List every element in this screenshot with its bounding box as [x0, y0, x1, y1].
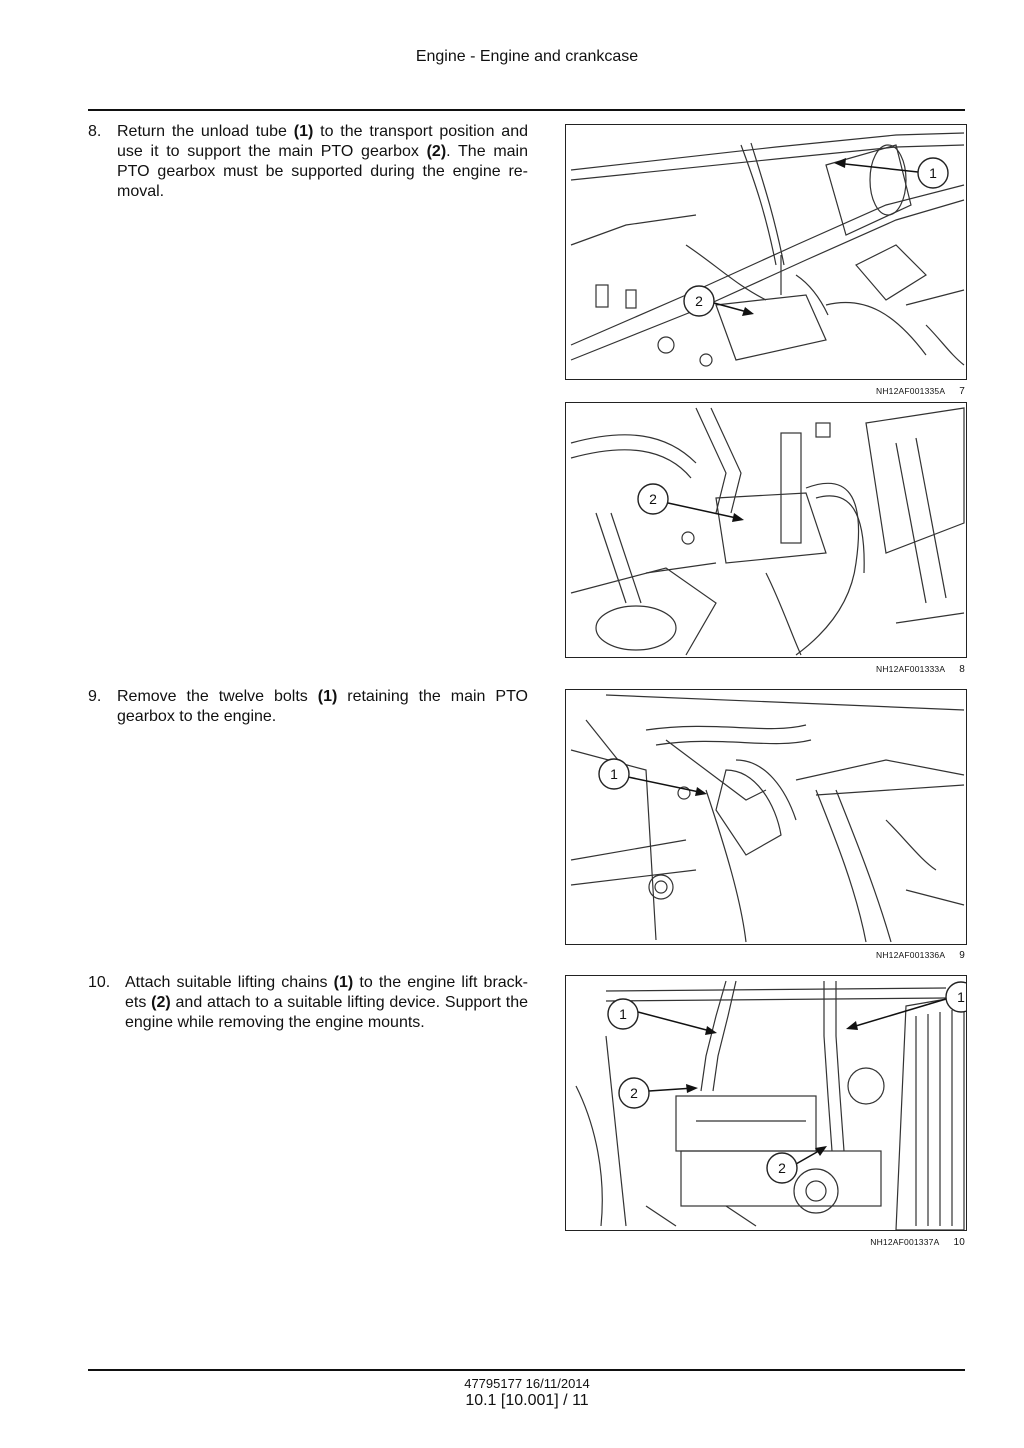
callout-1-left	[608, 999, 717, 1035]
figure-10-caption	[870, 1237, 965, 1248]
callout-1	[599, 759, 707, 796]
svg-text:1: 1	[610, 766, 618, 782]
callout-ref: (1)	[333, 974, 354, 991]
figure-code: NH12AF001336A	[876, 950, 946, 960]
figure-number: 7	[959, 386, 965, 397]
page-reference: 10.1 [10.001] / 11	[465, 1392, 589, 1409]
document-reference: 47795177 16/11/2014	[464, 1376, 590, 1391]
figure-7-illustration	[565, 124, 967, 380]
footer-rule	[88, 1369, 965, 1371]
pto-gearbox-drawing	[566, 403, 966, 657]
page-header-title: Engine - Engine and crankcase	[415, 48, 639, 65]
callout-ref: (2)	[426, 143, 447, 160]
step-8	[88, 122, 528, 202]
svg-text:2: 2	[695, 293, 703, 309]
callout-2-left	[619, 1078, 698, 1108]
step-text: Attach suitable lifting chains (1) to the engine lift brack-ets (2) and attach to a suitable lifting device. Support the engine while removing the engine mounts.	[125, 974, 529, 1031]
svg-text:1: 1	[957, 989, 965, 1005]
callout-1	[834, 158, 948, 188]
callout-ref: (1)	[293, 123, 314, 140]
svg-text:1: 1	[619, 1006, 627, 1022]
figure-code: NH12AF001335A	[876, 386, 946, 396]
figure-number: 8	[959, 664, 965, 675]
figure-7-caption	[876, 386, 965, 397]
step-number: 10.	[88, 974, 111, 991]
unload-tube-drawing	[566, 125, 966, 379]
svg-text:1: 1	[929, 165, 937, 181]
figure-9-caption	[876, 950, 965, 961]
callout-ref: (2)	[151, 994, 171, 1011]
step-text: Remove the twelve bolts (1) retaining the main PTO gearbox to the engine.	[117, 688, 528, 725]
header-rule	[88, 109, 965, 111]
figure-8-illustration	[565, 402, 967, 658]
figure-8-caption	[876, 664, 965, 675]
step-text: Return the unload tube (1) to the transport position and use it to support the main PTO gearbox (2). The main PTO gearbox must be supported during the engine re-moval.	[117, 123, 529, 200]
step-number: 8.	[88, 123, 102, 140]
callout-2	[638, 484, 744, 522]
step-number: 9.	[88, 688, 102, 705]
figure-10-illustration	[565, 975, 967, 1231]
gearbox-bolts-drawing	[566, 690, 966, 944]
step-10	[88, 973, 528, 1033]
svg-text:2: 2	[649, 491, 657, 507]
figure-9-illustration	[565, 689, 967, 945]
figure-number: 10	[953, 1237, 965, 1248]
svg-text:2: 2	[630, 1085, 638, 1101]
step-9	[88, 687, 528, 727]
engine-lifting-chains-drawing	[566, 976, 966, 1230]
svg-text:2: 2	[778, 1160, 786, 1176]
figure-code: NH12AF001333A	[876, 664, 946, 674]
callout-ref: (1)	[317, 688, 338, 705]
figure-code: NH12AF001337A	[870, 1237, 940, 1247]
figure-number: 9	[959, 950, 965, 961]
